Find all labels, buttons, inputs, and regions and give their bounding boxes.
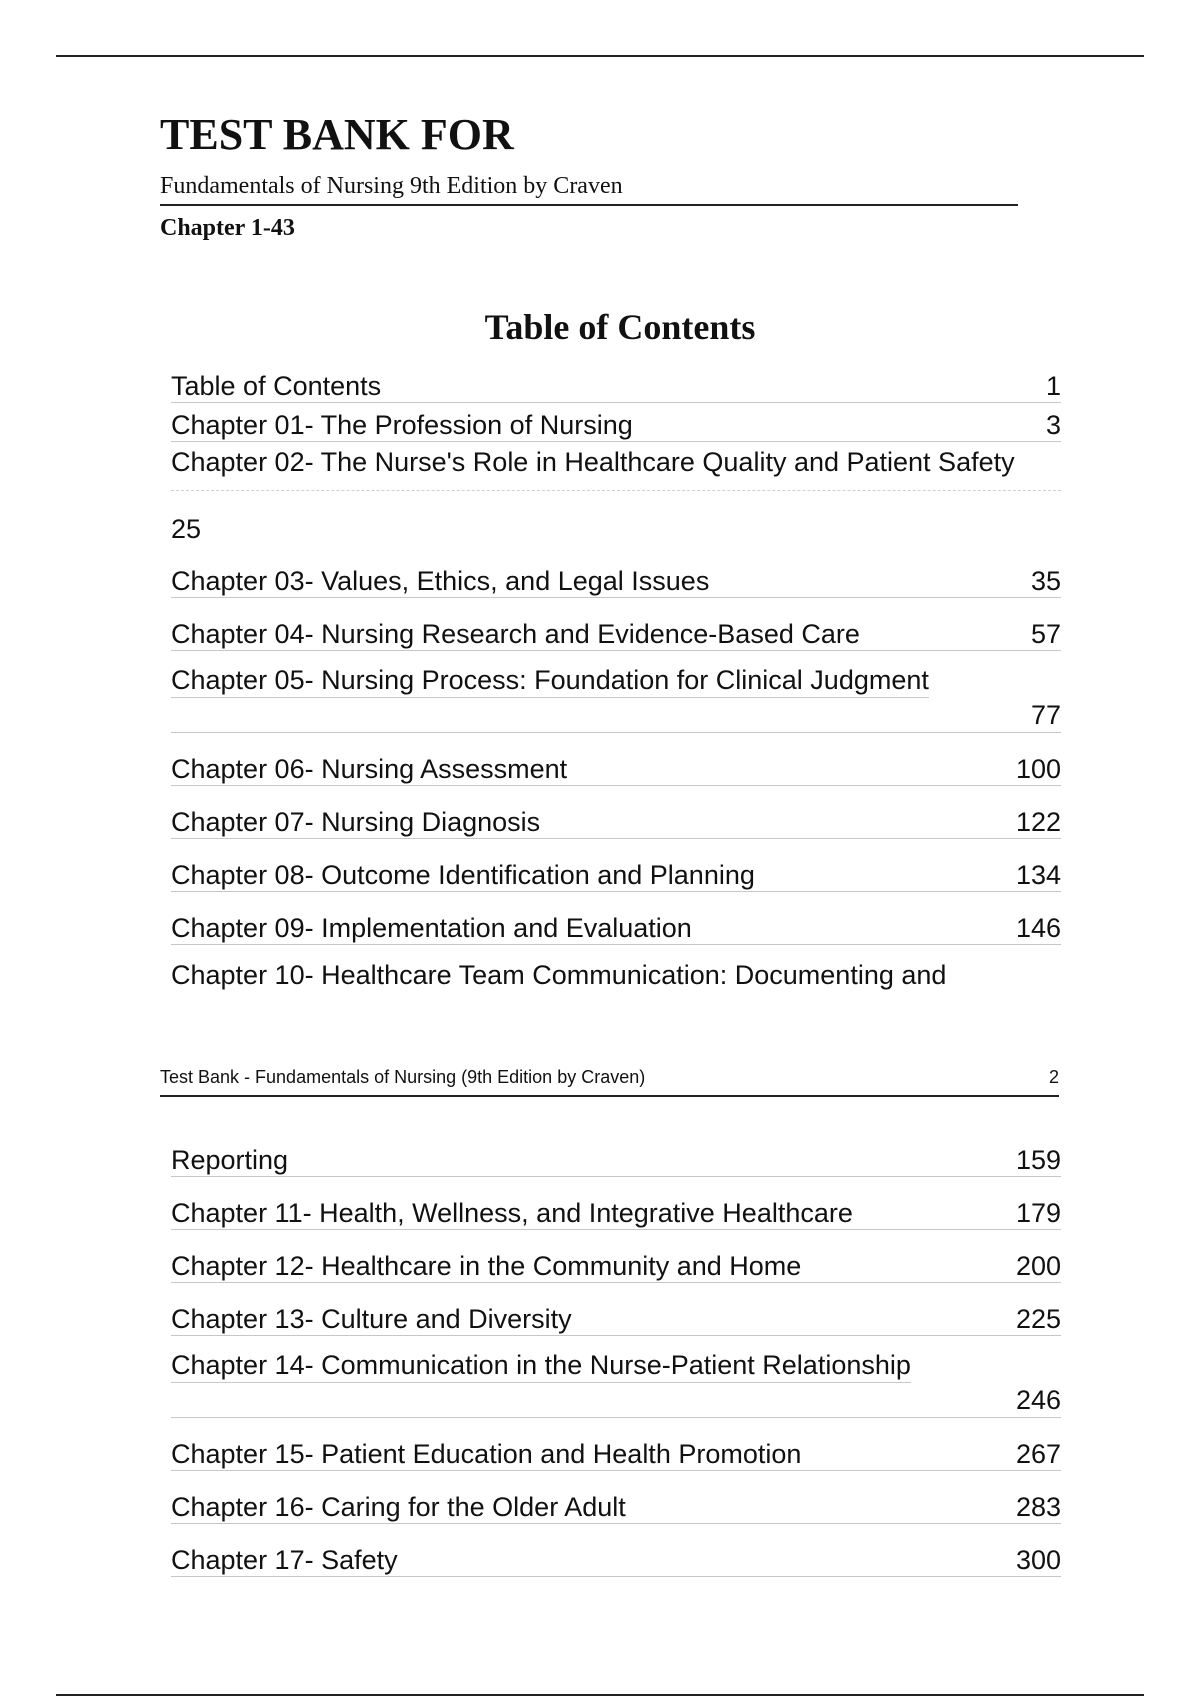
toc-list-page-1 — [171, 366, 1061, 993]
toc-entry-title: Chapter 03- Values, Ethics, and Legal Issues — [171, 566, 710, 596]
toc-entry[interactable] — [171, 745, 1061, 786]
toc-entry-page: 246 — [171, 1383, 1061, 1418]
toc-entry[interactable] — [171, 366, 1061, 403]
toc-entry[interactable] — [171, 1483, 1061, 1524]
chapter-range: Chapter 1-43 — [160, 215, 295, 241]
toc-entry[interactable] — [171, 663, 1061, 733]
toc-entry-title: Chapter 05- Nursing Process: Foundation for Clinical Judgment — [171, 663, 929, 698]
toc-entry-title: Chapter 13- Culture and Diversity — [171, 1304, 572, 1334]
toc-entry-title: Chapter 12- Healthcare in the Community and Home — [171, 1251, 802, 1281]
toc-entry-page: 3 — [1045, 410, 1061, 440]
toc-entry-page: 267 — [1015, 1439, 1061, 1469]
toc-entry-page: 179 — [1015, 1198, 1061, 1228]
toc-entry-title: Chapter 06- Nursing Assessment — [171, 754, 568, 784]
toc-entry[interactable] — [171, 904, 1061, 945]
toc-entry[interactable] — [171, 798, 1061, 839]
footer-page-number: 2 — [1048, 1067, 1059, 1087]
toc-entry-page: 300 — [1015, 1545, 1061, 1575]
toc-entry-title: Chapter 16- Caring for the Older Adult — [171, 1492, 626, 1522]
toc-entry[interactable] — [171, 1189, 1061, 1230]
toc-entry-title: Chapter 08- Outcome Identification and Planning — [171, 860, 755, 890]
toc-entry-title[interactable]: Chapter 10- Healthcare Team Communication: Documenting and — [171, 960, 947, 990]
bottom-rule — [56, 1694, 1144, 1696]
toc-entry-title: Chapter 04- Nursing Research and Evidence-Based Care — [171, 619, 860, 649]
toc-entry-page: 134 — [1015, 860, 1061, 890]
toc-entry-title-continued: Reporting — [171, 1145, 289, 1175]
toc-entry-title: Chapter 09- Implementation and Evaluation — [171, 913, 692, 943]
top-rule — [56, 55, 1144, 57]
toc-entry-page: 283 — [1015, 1492, 1061, 1522]
footer-text: Test Bank - Fundamentals of Nursing (9th Edition by Craven) — [160, 1067, 646, 1087]
toc-entry-page: 57 — [1030, 619, 1061, 649]
toc-entry[interactable] — [171, 1536, 1061, 1577]
toc-entry-title: Chapter 07- Nursing Diagnosis — [171, 807, 541, 837]
toc-heading: Table of Contents — [484, 307, 756, 347]
toc-entry[interactable] — [171, 1242, 1061, 1283]
toc-entry-page: 25 — [171, 514, 202, 544]
toc-entry-title: Chapter 01- The Profession of Nursing — [171, 410, 633, 440]
toc-entry-page: 1 — [1045, 371, 1061, 401]
dot-leader — [171, 480, 1061, 491]
toc-entry[interactable] — [171, 1295, 1061, 1336]
toc-entry[interactable] — [171, 444, 1061, 547]
toc-entry[interactable] — [171, 557, 1061, 598]
toc-entry[interactable] — [171, 610, 1061, 651]
toc-entry-title: Chapter 15- Patient Education and Health Promotion — [171, 1439, 802, 1469]
toc-entry-page: 122 — [1015, 807, 1061, 837]
toc-entry-page: 77 — [171, 698, 1061, 733]
page-footer — [160, 1065, 1059, 1097]
toc-entry-page: 225 — [1015, 1304, 1061, 1334]
toc-entry-title: Table of Contents — [171, 371, 382, 401]
toc-entry-title: Chapter 17- Safety — [171, 1545, 398, 1575]
document-title: TEST BANK FOR — [160, 110, 514, 159]
toc-entry-page: 200 — [1015, 1251, 1061, 1281]
toc-entry[interactable] — [171, 1136, 1061, 1177]
toc-entry[interactable] — [171, 1430, 1061, 1471]
toc-entry[interactable] — [171, 405, 1061, 442]
document-subtitle: Fundamentals of Nursing 9th Edition by Craven — [160, 172, 1018, 206]
toc-entry-title: Chapter 02- The Nurse's Role in Healthcare Quality and Patient Safety — [171, 447, 1015, 477]
toc-entry-title: Chapter 14- Communication in the Nurse-Patient Relationship — [171, 1348, 911, 1383]
toc-entry-page: 100 — [1015, 754, 1061, 784]
toc-entry[interactable] — [171, 1348, 1061, 1418]
toc-list-page-2 — [171, 1136, 1061, 1589]
toc-entry[interactable] — [171, 851, 1061, 892]
toc-entry-page: 35 — [1030, 566, 1061, 596]
toc-entry-title: Chapter 11- Health, Wellness, and Integrative Healthcare — [171, 1198, 853, 1228]
toc-entry-page: 146 — [1015, 913, 1061, 943]
toc-entry-page: 159 — [1015, 1145, 1061, 1175]
